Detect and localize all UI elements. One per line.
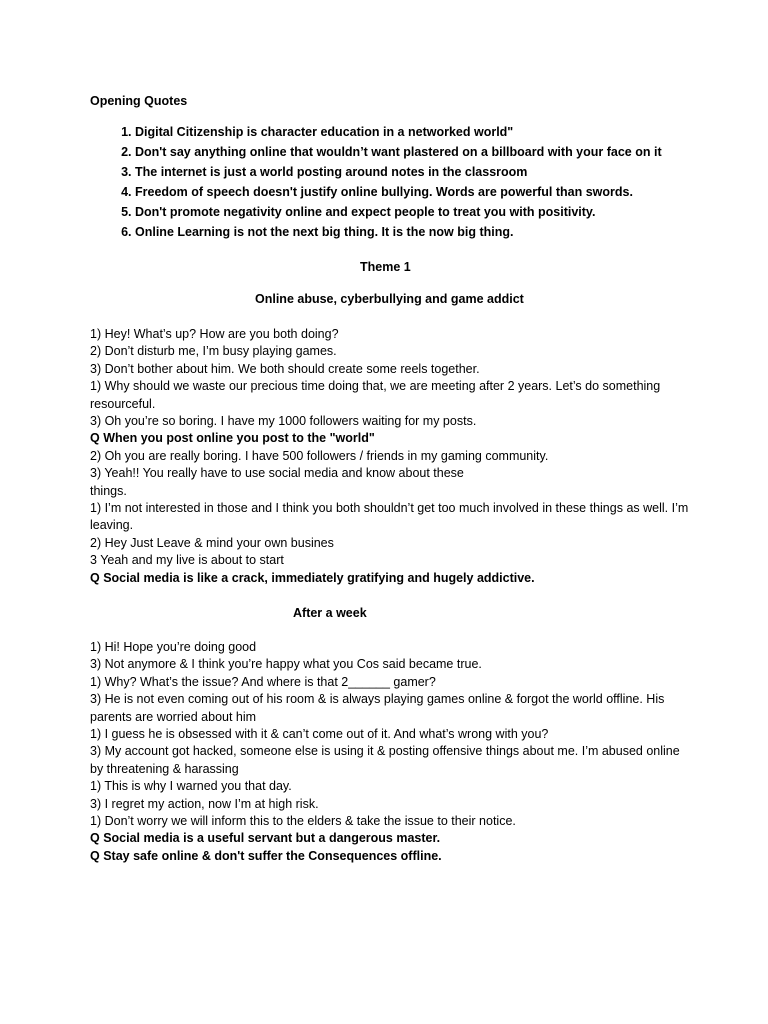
dialogue-line: 3) My account got hacked, someone else is using it & posting offensive things about me. I’m abused online by threatening & harassing [90, 744, 680, 776]
dialogue-section-1 [90, 326, 690, 587]
dialogue-line: 2) Hey Just Leave & mind your own busines [90, 535, 334, 550]
question-line: Q Stay safe online & don't suffer the Consequences offline. [90, 848, 442, 863]
quote-item: 3. The internet is just a world posting around notes in the classroom [135, 164, 690, 181]
dialogue-line: 3 Yeah and my live is about to start [90, 553, 284, 568]
question-line: Q Social media is like a crack, immediately gratifying and hugely addictive. [90, 570, 535, 585]
dialogue-line: 1) This is why I warned you that day. [90, 779, 292, 794]
opening-quotes-list [90, 124, 690, 241]
dialogue-line: 1) Why should we waste our precious time doing that, we are meeting after 2 years. Let’s do something resourceful. [90, 379, 661, 411]
opening-quotes-heading: Opening Quotes [90, 94, 188, 108]
dialogue-line: 3) Yeah!! You really have to use social media and know about these [90, 466, 464, 481]
dialogue-line: 1) I guess he is obsessed with it & can’t come out of it. And what’s wrong with you? [90, 727, 549, 742]
dialogue-line: 1) Hi! Hope you’re doing good [90, 640, 257, 654]
dialogue-line: 3) I regret my action, now I’m at high risk. [90, 796, 319, 811]
question-line: Q When you post online you post to the "world" [90, 431, 375, 446]
quote-item: 4. Freedom of speech doesn't justify online bullying. Words are powerful than swords. [135, 184, 690, 201]
dialogue-line: things. [90, 483, 127, 498]
dialogue-line: 1) Hey! What’s up? How are you both doing? [90, 327, 339, 341]
dialogue-line: 1) I’m not interested in those and I think you both shouldn’t get too much involved in these things as well. I’m leaving. [90, 501, 689, 533]
dialogue-line: 2) Oh you are really boring. I have 500 followers / friends in my gaming community. [90, 448, 549, 463]
dialogue-section-2 [90, 639, 690, 865]
dialogue-line: 3) Oh you’re so boring. I have my 1000 followers waiting for my posts. [90, 414, 477, 429]
theme-title: Theme 1 [360, 260, 411, 274]
quote-item: 2. Don't say anything online that wouldn’t want plastered on a billboard with your face on it [135, 144, 690, 161]
dialogue-line: 3) Don’t bother about him. We both should create some reels together. [90, 361, 480, 376]
quote-item: 5. Don't promote negativity online and expect people to treat you with positivity. [135, 204, 690, 221]
after-week-heading: After a week [293, 606, 367, 620]
dialogue-line: 1) Why? What’s the issue? And where is that 2______ gamer? [90, 674, 436, 689]
dialogue-line: 2) Don’t disturb me, I’m busy playing games. [90, 344, 337, 359]
theme-subtitle: Online abuse, cyberbullying and game addict [255, 292, 524, 306]
quote-item: 6. Online Learning is not the next big thing. It is the now big thing. [135, 224, 690, 241]
document-page [90, 93, 690, 863]
quote-item: 1. Digital Citizenship is character education in a networked world" [135, 124, 690, 141]
dialogue-line: 1) Don’t worry we will inform this to the elders & take the issue to their notice. [90, 814, 516, 829]
dialogue-line: 3) Not anymore & I think you’re happy what you Cos said became true. [90, 657, 482, 672]
dialogue-line: 3) He is not even coming out of his room & is always playing games online & forgot the world offline. His parents are worried about him [90, 692, 665, 724]
question-line: Q Social media is a useful servant but a dangerous master. [90, 831, 441, 846]
